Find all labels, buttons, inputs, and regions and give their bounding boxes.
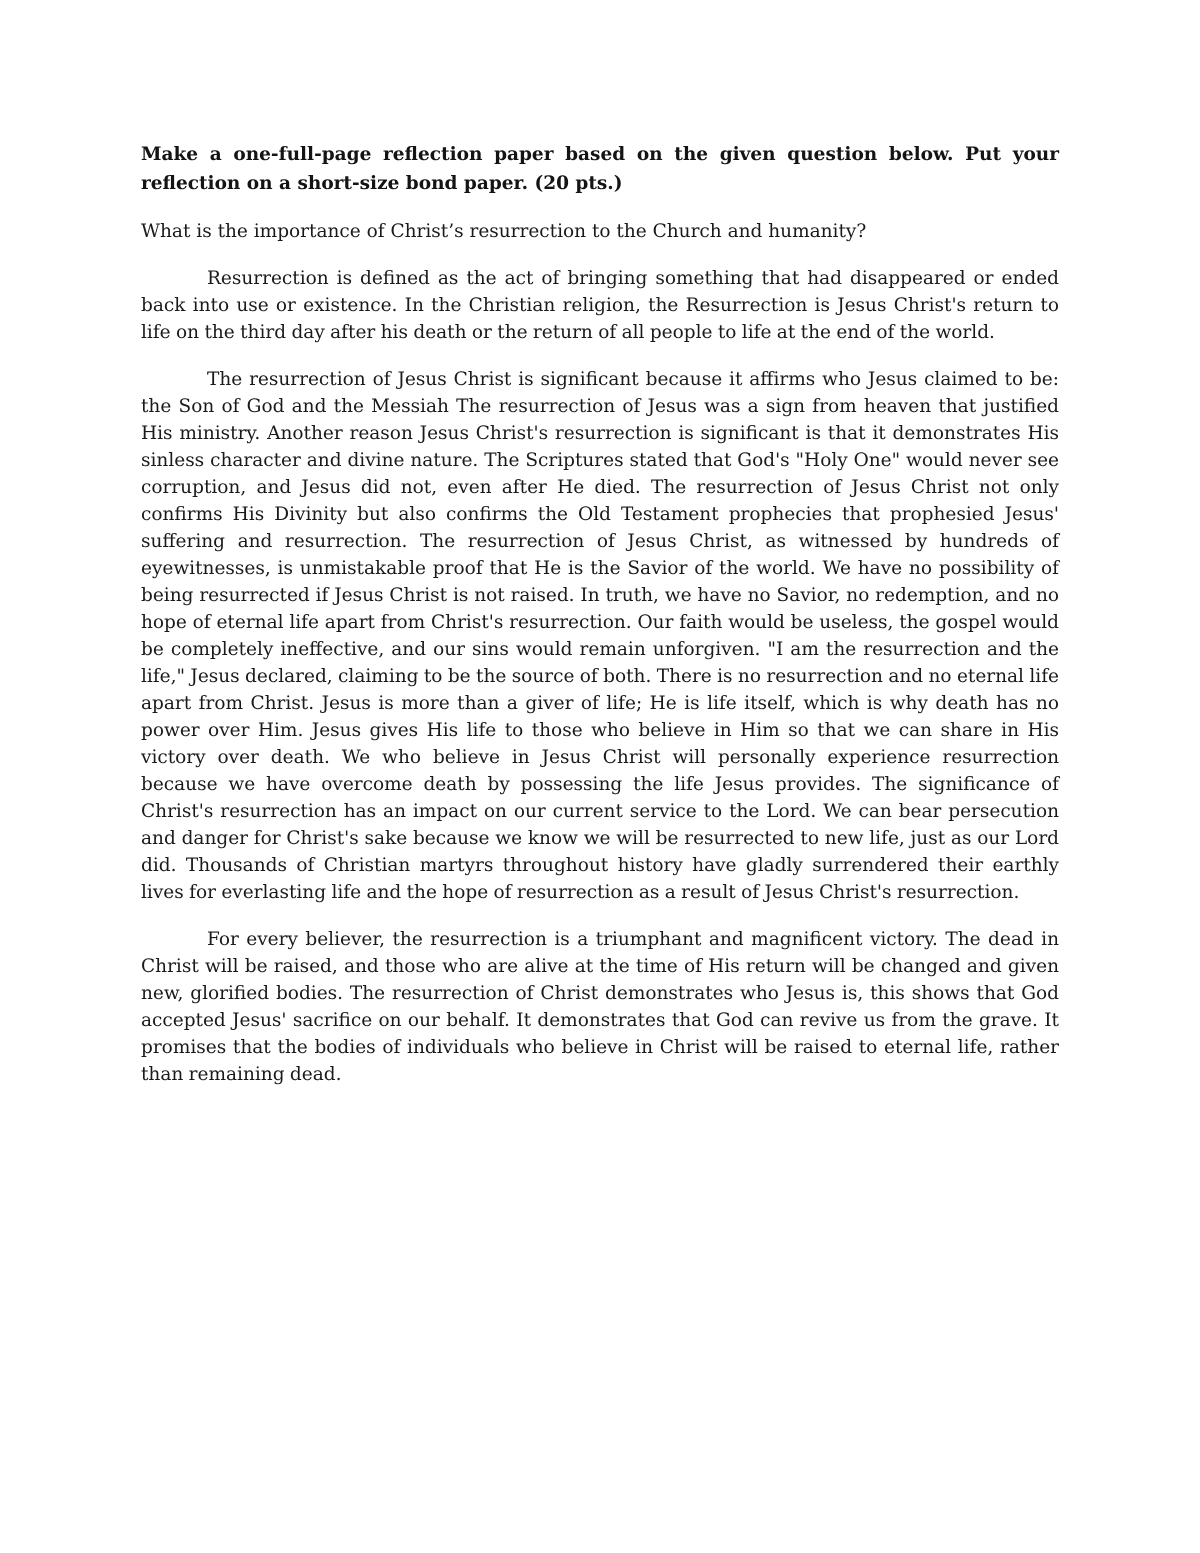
assignment-instruction: Make a one-full-page reflection paper based on the given question below. Put your reflection on a short-size bond paper. (20 pts.): [141, 144, 1059, 194]
reflection-question: What is the importance of Christ’s resurrection to the Church and humanity?: [141, 221, 867, 242]
document-body: [141, 140, 1059, 1108]
paragraph-victory: For every believer, the resurrection is a triumphant and magnificent victory. The dead in Christ will be raised, and those who are alive at the time of His return will be changed and given new, glorified bodies. The resurrection of Christ demonstrates who Jesus is, this shows that God accepted Jesus' sacrifice on our behalf. It demonstrates that God can revive us from the grave. It promises that the bodies of individuals who believe in Christ will be raised to eternal life, rather than remaining dead.: [141, 929, 1059, 1085]
paragraph-significance: The resurrection of Jesus Christ is significant because it affirms who Jesus claimed to be: the Son of God and the Messiah The resurrection of Jesus was a sign from heaven that justified His ministry. Another reason Jesus Christ's resurrection is significant is that it demonstrates His sinless character and divine nature. The Scriptures stated that God's "Holy One" would never see corruption, and Jesus did not, even after He died. The resurrection of Jesus Christ not only confirms His Divinity but also confirms the Old Testament prophecies that prophesied Jesus' suffering and resurrection. The resurrection of Jesus Christ, as witnessed by hundreds of eyewitnesses, is unmistakable proof that He is the Savior of the world. We have no possibility of being resurrected if Jesus Christ is not raised. In truth, we have no Savior, no redemption, and no hope of eternal life apart from Christ's resurrection. Our faith would be useless, the gospel would be completely ineffective, and our sins would remain unforgiven. "I am the resurrection and the life," Jesus declared, claiming to be the source of both. There is no resurrection and no eternal life apart from Christ. Jesus is more than a giver of life; He is life itself, which is why death has no power over Him. Jesus gives His life to those who believe in Him so that we can share in His victory over death. We who believe in Jesus Christ will personally experience resurrection because we have overcome death by possessing the life Jesus provides. The significance of Christ's resurrection has an impact on our current service to the Lord. We can bear persecution and danger for Christ's sake because we know we will be resurrected to new life, just as our Lord did. Thousands of Christian martyrs throughout history have gladly surrendered their earthly lives for everlasting life and the hope of resurrection as a result of Jesus Christ's resurrection.: [141, 369, 1059, 903]
paragraph-definition: Resurrection is defined as the act of bringing something that had disappeared or ended back into use or existence. In the Christian religion, the Resurrection is Jesus Christ's return to life on the third day after his death or the return of all people to life at the end of the world.: [141, 268, 1059, 343]
